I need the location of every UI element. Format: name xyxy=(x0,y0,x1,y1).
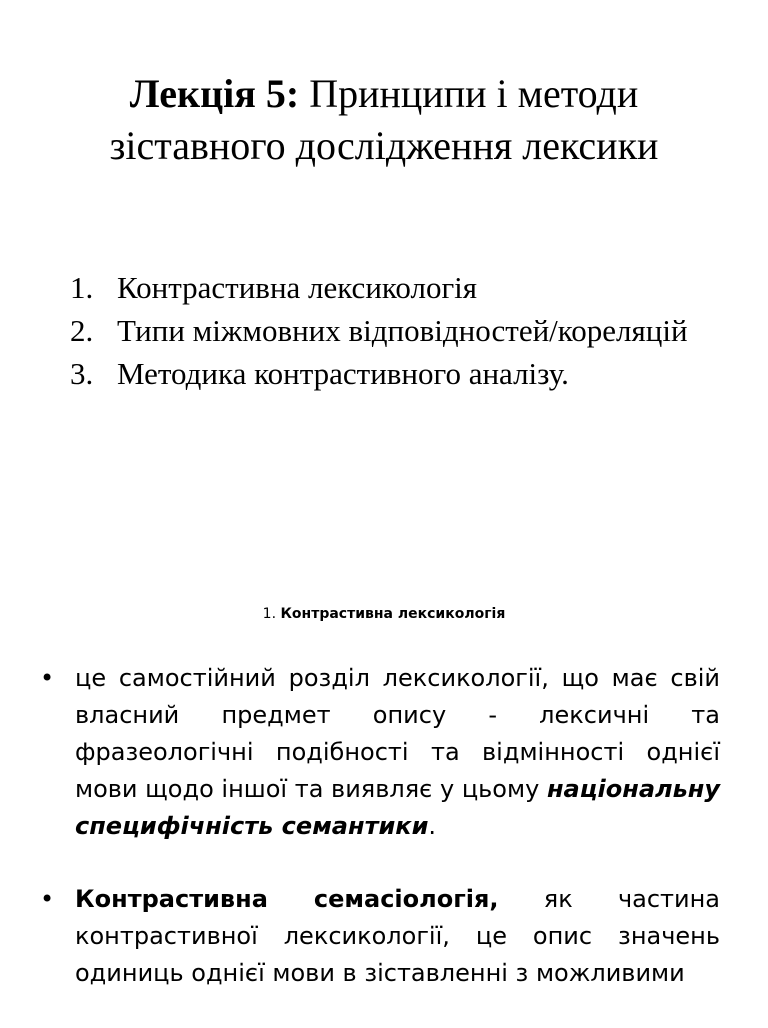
slide-title xyxy=(40,68,728,172)
definition-end: . xyxy=(428,812,437,840)
section-heading xyxy=(0,604,768,624)
title-lecture-number: Лекція 5: xyxy=(129,71,300,116)
list-item xyxy=(40,881,720,992)
outline-item xyxy=(70,313,710,348)
definition-text xyxy=(75,660,720,845)
bullet-dot-icon: • xyxy=(40,664,55,692)
outline-item xyxy=(70,356,710,391)
outline-number: 1. xyxy=(70,270,94,305)
definition-body: це самостійний розділ лексикології, що має свій власний предмет опису - лексичні та фразеологічні подібності та відмінності однієї мови щодо іншої та виявляє у цьому xyxy=(75,664,720,803)
section-heading-text: Контрастивна лексикологія xyxy=(280,606,506,622)
title-topic: Принципи і методи зіставного дослідження лексики xyxy=(109,71,659,168)
outline-number: 2. xyxy=(70,313,94,348)
definition-list xyxy=(40,660,720,1028)
outline-number: 3. xyxy=(70,356,94,391)
list-item xyxy=(40,660,720,845)
outline-text: Контрастивна лексикологія xyxy=(117,270,478,305)
outline-item xyxy=(70,270,710,305)
section-number: 1. xyxy=(262,606,281,622)
outline-text: Методика контрастивного аналізу. xyxy=(117,356,569,391)
lecture-outline xyxy=(70,270,710,399)
outline-text: Типи міжмовних відповідностей/кореляцій xyxy=(117,313,688,348)
definition-text xyxy=(75,881,720,992)
definition-body: як частина контрастивної лексикології, це опис значень одиниць однієї мови в зіставленні з можливими xyxy=(75,885,720,987)
definition-emphasis: національну специфічність семантики xyxy=(75,775,720,840)
definition-term: Контрастивна семасіологія, xyxy=(75,885,499,913)
bullet-dot-icon: • xyxy=(40,885,55,913)
